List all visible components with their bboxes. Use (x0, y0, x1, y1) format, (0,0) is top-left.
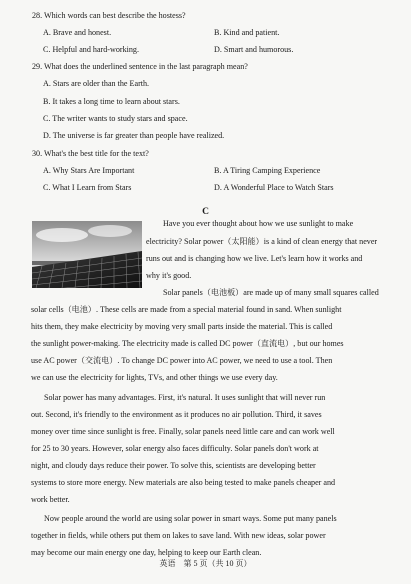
question-28-option-d: D. Smart and humorous. (214, 45, 294, 54)
question-30-option-d: D. A Wonderful Place to Watch Stars (214, 183, 334, 192)
passage-line: electricity? Solar power（太阳能）is a kind of clean energy that never (146, 237, 378, 246)
passage-line: use AC power（交流电）. To change DC power into AC power, we need to use a tool. Then (31, 356, 333, 365)
passage-line: Have you ever thought about how we use sunlight to make (163, 219, 354, 228)
passage-line: together in fields, while others put them on lakes to save land. With new ideas, solar power (31, 531, 326, 540)
question-30-option-b: B. A Tiring Camping Experience (214, 166, 321, 175)
passage-line: why it's good. (146, 271, 192, 280)
passage-line: we can use the electricity for lights, TVs, and other things we use every day. (31, 373, 278, 382)
question-28-stem: 28. Which words can best describe the hostess? (32, 11, 186, 20)
question-30-option-a: A. Why Stars Are Important (43, 166, 135, 175)
passage-line: runs out and is changing how we live. Let's learn how it works and (146, 254, 363, 263)
question-29-option-d: D. The universe is far greater than people have realized. (43, 131, 225, 140)
passage-line: the sunlight power-making. The electricity made is called DC power（直流电）, but our homes (31, 339, 344, 348)
solar-panel-photo (32, 221, 142, 288)
question-29-option-b: B. It takes a long time to learn about stars. (43, 97, 180, 106)
passage-line: Now people around the world are using solar power in smart ways. Some put many panels (44, 514, 337, 523)
question-28-option-b: B. Kind and patient. (214, 28, 280, 37)
passage-line: work better. (31, 495, 70, 504)
passage-line: money over time since sunlight is free. Finally, solar panels need little care and can work well (31, 427, 335, 436)
passage-line: out. Second, it's friendly to the environment as it produces no air pollution. Third, it saves (31, 410, 322, 419)
question-29-option-a: A. Stars are older than the Earth. (43, 79, 150, 88)
question-30-stem: 30. What's the best title for the text? (32, 149, 149, 158)
question-30-option-c: C. What I Learn from Stars (43, 183, 132, 192)
section-letter: C (202, 207, 209, 217)
passage-line: systems to store more energy. New materials are also being tested to make panels cheaper and (31, 478, 336, 487)
passage-line: may become our main energy one day, helping to keep our Earth clean. (31, 548, 262, 557)
question-29-option-c: C. The writer wants to study stars and space. (43, 114, 188, 123)
question-28-option-c: C. Helpful and hard-working. (43, 45, 139, 54)
passage-line: Solar power has many advantages. First, it's natural. It uses sunlight that will never run (44, 393, 326, 402)
passage-line: Solar panels（电池板）are made up of many small squares called (163, 288, 379, 297)
footer-subject: 英语 (159, 559, 176, 568)
passage-line: hits them, they make electricity by moving very small parts inside the material. This is called (31, 322, 333, 331)
passage-line: for 25 to 30 years. However, solar energy also faces difficulty. Solar panels don't work at (31, 444, 319, 453)
page-footer (0, 559, 411, 569)
passage-line: night, and cloudy days reduce their power. To solve this, scientists are developing better (31, 461, 316, 470)
question-28-option-a: A. Brave and honest. (43, 28, 112, 37)
question-29-stem: 29. What does the underlined sentence in the last paragraph mean? (32, 62, 248, 71)
passage-line: solar cells（电池）. These cells are made from a special material found in sand. When sunlight (31, 305, 342, 314)
footer-page-number: 第 5 页（共 10 页） (183, 559, 252, 568)
